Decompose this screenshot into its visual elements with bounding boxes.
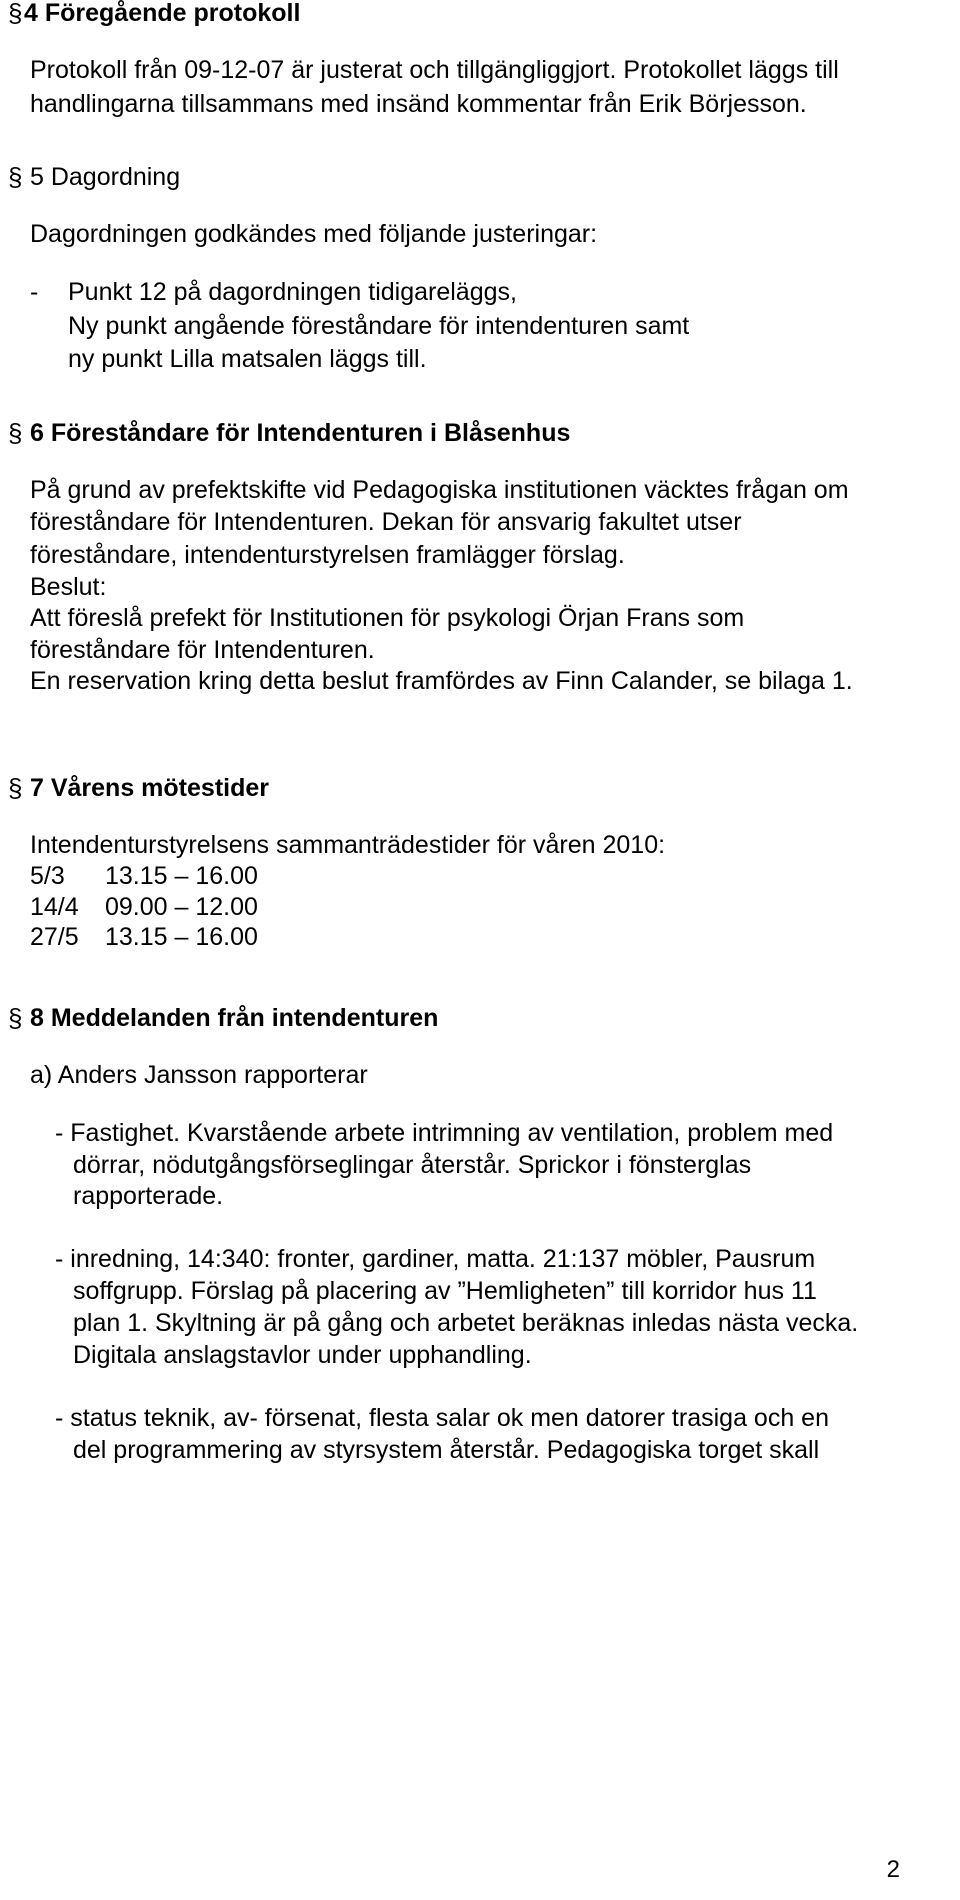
section-5-bullet-line-3: ny punkt Lilla matsalen läggs till. [68,345,427,373]
meeting-date: 27/5 [30,923,79,951]
meeting-time: 13.15 – 16.00 [105,862,258,890]
report-item-line: - Fastighet. Kvarstående arbete intrimning av ventilation, problem med [55,1119,834,1147]
report-item-line: soffgrupp. Förslag på placering av ”Hemligheten” till korridor hus 11 [73,1277,817,1305]
report-item-line: Digitala anslagstavlor under upphandling. [73,1341,532,1369]
meeting-date: 14/4 [30,893,79,921]
meeting-time: 09.00 – 12.00 [105,893,258,921]
section-6-heading: 6 Föreståndare för Intendenturen i Blåsenhus [30,419,571,447]
section-6-line-2: föreståndare för Intendenturen. Dekan för ansvarig fakultet utser [30,508,742,536]
meeting-time: 13.15 – 16.00 [105,923,258,951]
section-symbol: § [8,1003,23,1033]
section-6-line-5: Att föreslå prefekt för Institutionen för psykologi Örjan Frans som [30,604,745,632]
section-4-line-1: Protokoll från 09-12-07 är justerat och tillgängliggjort. Protokollet läggs till [30,56,839,84]
report-item-line: plan 1. Skyltning är på gång och arbetet beräknas inledas nästa vecka. [73,1309,859,1337]
section-6-line-3: föreståndare, intendenturstyrelsen framlägger förslag. [30,541,625,569]
section-5-heading: 5 Dagordning [30,163,181,191]
section-symbol: § [8,0,23,28]
report-item-line: - inredning, 14:340: fronter, gardiner, matta. 21:137 möbler, Pausrum [55,1245,816,1273]
section-6-line-7: En reservation kring detta beslut framfördes av Finn Calander, se bilaga 1. [30,667,853,695]
section-5-dash: - [30,278,39,306]
section-6-line-4: Beslut: [30,573,107,601]
page-number: 2 [886,1856,900,1883]
section-8-sub: a) Anders Jansson rapporterar [30,1061,368,1089]
section-5-bullet-line-2: Ny punkt angående föreståndare för intendenturen samt [68,312,690,340]
report-item-line: - status teknik, av- försenat, flesta salar ok men datorer trasiga och en [55,1404,829,1432]
section-5-intro: Dagordningen godkändes med följande justeringar: [30,220,598,248]
report-item-line: dörrar, nödutgångsförseglingar återstår. Sprickor i fönsterglas [73,1151,752,1179]
section-6-line-6: föreståndare för Intendenturen. [30,636,375,664]
section-6-line-1: På grund av prefektskifte vid Pedagogiska institutionen väcktes frågan om [30,476,849,504]
section-4-heading: 4 Föregående protokoll [24,0,301,27]
section-symbol: § [8,418,23,448]
report-item-line: rapporterade. [73,1182,224,1210]
section-7-heading: 7 Vårens mötestider [30,774,269,802]
section-symbol: § [8,162,23,192]
section-5-bullet-line-1: Punkt 12 på dagordningen tidigareläggs, [68,278,517,306]
section-8-heading: 8 Meddelanden från intendenturen [30,1004,439,1032]
meeting-date: 5/3 [30,862,65,890]
section-symbol: § [8,773,23,803]
section-7-intro: Intendenturstyrelsens sammanträdestider för våren 2010: [30,831,666,859]
section-4-line-2: handlingarna tillsammans med insänd kommentar från Erik Börjesson. [30,90,807,118]
report-item-line: del programmering av styrsystem återstår. Pedagogiska torget skall [73,1436,820,1464]
